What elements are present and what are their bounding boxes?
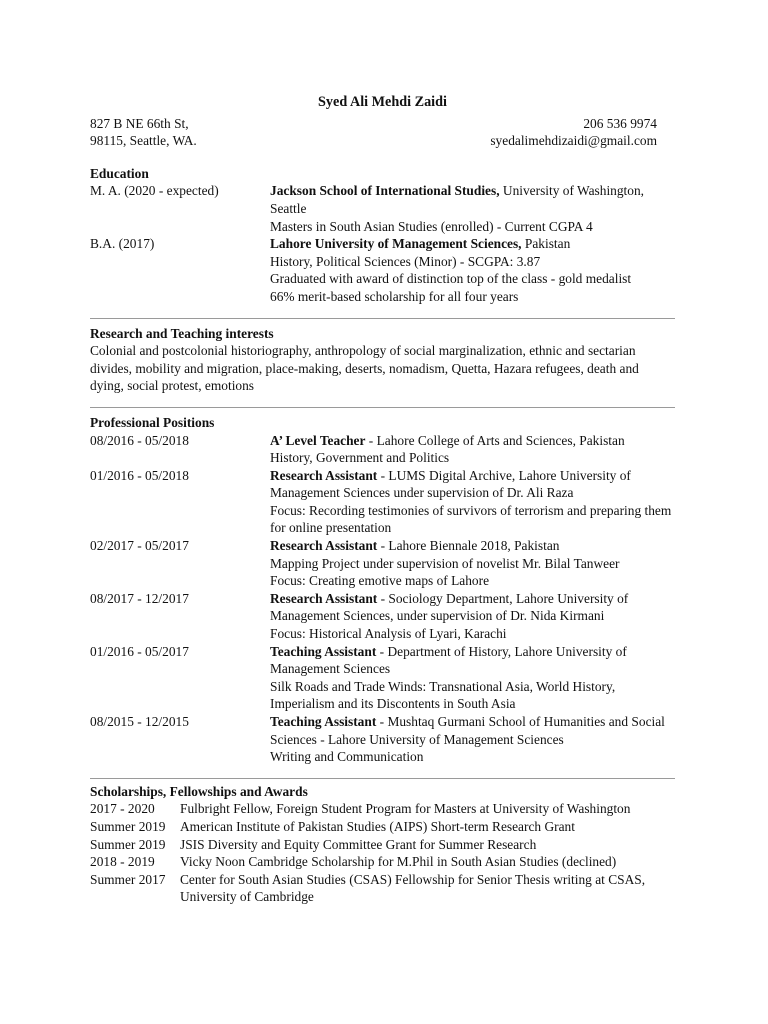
position-detail-line: Focus: Historical Analysis of Lyari, Karachi bbox=[270, 626, 507, 642]
education-date: B.A. (2017) bbox=[90, 236, 155, 252]
position-role: Research Assistant bbox=[270, 590, 378, 606]
education-detail-line: 66% merit-based scholarship for all four years bbox=[270, 288, 519, 304]
award-date: 2017 - 2020 bbox=[90, 801, 155, 817]
education-detail-line: Masters in South Asian Studies (enrolled) - Current CGPA 4 bbox=[270, 218, 593, 234]
education-location: Pakistan bbox=[521, 236, 571, 252]
section-divider bbox=[90, 407, 675, 408]
award-date: 2018 - 2019 bbox=[90, 854, 155, 870]
education-entry bbox=[90, 182, 675, 235]
position-description: - Department of History, Lahore University of Management Sciences bbox=[270, 643, 627, 677]
education-detail-line: Graduated with award of distinction top of the class - gold medalist bbox=[270, 271, 632, 287]
position-date: 08/2016 - 05/2018 bbox=[90, 432, 189, 448]
position-details bbox=[270, 713, 675, 766]
award-entry bbox=[90, 800, 675, 818]
position-entry bbox=[90, 643, 675, 713]
position-detail-line: Writing and Communication bbox=[270, 749, 424, 765]
education-institution: Lahore University of Management Sciences, bbox=[270, 236, 522, 252]
award-date: Summer 2019 bbox=[90, 818, 166, 834]
education-entry bbox=[90, 235, 675, 305]
education-detail-line: History, Political Sciences (Minor) - SCGPA: 3.87 bbox=[270, 253, 541, 269]
research-heading: Research and Teaching interests bbox=[90, 325, 274, 341]
education-details bbox=[270, 182, 675, 235]
candidate-name: Syed Ali Mehdi Zaidi bbox=[318, 94, 447, 110]
address bbox=[90, 115, 197, 150]
position-date: 02/2017 - 05/2017 bbox=[90, 538, 189, 554]
positions-heading: Professional Positions bbox=[90, 414, 215, 430]
education-institution: Jackson School of International Studies, bbox=[270, 183, 500, 199]
position-role: Research Assistant bbox=[270, 538, 378, 554]
award-text: Fulbright Fellow, Foreign Student Program for Masters at University of Washington bbox=[180, 801, 631, 817]
email-address[interactable]: syedalimehdizaidi@gmail.com bbox=[490, 133, 657, 149]
research-interests-text: Colonial and postcolonial historiography, anthropology of social marginalization, ethnic and sectarian divides, mobility and migration, place-making, deserts, nomadism, Quetta, Hazara refugees, death and dying, social protest, emotions bbox=[90, 343, 639, 394]
position-entry bbox=[90, 467, 675, 537]
position-role: Teaching Assistant bbox=[270, 643, 377, 659]
position-date: 01/2016 - 05/2018 bbox=[90, 467, 189, 483]
phone-number: 206 536 9974 bbox=[583, 115, 657, 131]
position-details bbox=[270, 467, 675, 537]
position-detail-line: History, Government and Politics bbox=[270, 450, 450, 466]
award-text: Center for South Asian Studies (CSAS) Fellowship for Senior Thesis writing at CSAS, University of Cambridge bbox=[180, 871, 646, 905]
education-location: University of Washington, bbox=[499, 183, 645, 199]
award-entry bbox=[90, 818, 675, 836]
position-date: 08/2015 - 12/2015 bbox=[90, 714, 189, 729]
award-entry bbox=[90, 853, 675, 871]
award-text: Vicky Noon Cambridge Scholarship for M.Phil in South Asian Studies (declined) bbox=[180, 854, 617, 870]
section-divider bbox=[90, 318, 675, 319]
position-description: - Lahore Biennale 2018, Pakistan bbox=[377, 538, 560, 554]
position-details bbox=[270, 432, 675, 467]
position-description: - Sociology Department, Lahore University of Management Sciences, under supervision of Dr. Nida Kirmani bbox=[270, 590, 629, 624]
awards-heading: Scholarships, Fellowships and Awards bbox=[90, 783, 308, 799]
position-detail-line: Focus: Recording testimonies of survivors of terrorism and preparing them for online presentation bbox=[270, 502, 672, 536]
education-details bbox=[270, 235, 675, 305]
position-details bbox=[270, 590, 675, 643]
position-detail-line: Mapping Project under supervision of novelist Mr. Bilal Tanweer bbox=[270, 555, 620, 571]
position-description: - LUMS Digital Archive, Lahore University of Management Sciences under supervision of Dr. Ali Raza bbox=[270, 467, 631, 501]
address-line-2: 98115, Seattle, WA. bbox=[90, 133, 197, 149]
position-description: - Lahore College of Arts and Sciences, Pakistan bbox=[365, 432, 625, 448]
address-line-1: 827 B NE 66th St, bbox=[90, 115, 189, 131]
award-entry bbox=[90, 836, 675, 854]
education-location-cont: Seattle bbox=[270, 200, 307, 216]
award-date: Summer 2019 bbox=[90, 836, 166, 852]
education-heading: Education bbox=[90, 165, 149, 181]
position-entry bbox=[90, 713, 675, 766]
position-role: Research Assistant bbox=[270, 467, 378, 483]
resume-page bbox=[90, 94, 675, 906]
position-date: 08/2017 - 12/2017 bbox=[90, 590, 189, 606]
education-date: M. A. (2020 - expected) bbox=[90, 183, 219, 199]
position-details bbox=[270, 537, 675, 590]
position-entry bbox=[90, 537, 675, 590]
position-role: A’ Level Teacher bbox=[270, 432, 366, 448]
contact-block bbox=[90, 115, 675, 150]
award-entry bbox=[90, 871, 675, 906]
position-date: 01/2016 - 05/2017 bbox=[90, 643, 189, 659]
award-text: JSIS Diversity and Equity Committee Grant for Summer Research bbox=[180, 836, 537, 852]
position-detail-line: Focus: Creating emotive maps of Lahore bbox=[270, 573, 490, 589]
section-divider bbox=[90, 778, 675, 779]
position-entry bbox=[90, 432, 675, 467]
position-entry bbox=[90, 590, 675, 643]
position-description: - Mushtaq Gurmani School of Humanities and Social Sciences - Lahore University of Management Sciences bbox=[270, 714, 665, 747]
position-role: Teaching Assistant bbox=[270, 714, 377, 729]
award-text: American Institute of Pakistan Studies (AIPS) Short-term Research Grant bbox=[180, 818, 575, 834]
position-detail-line: Silk Roads and Trade Winds: Transnational Asia, World History, Imperialism and its Discontents in South Asia bbox=[270, 678, 616, 712]
contact-details bbox=[490, 115, 675, 150]
position-details bbox=[270, 643, 675, 713]
award-date: Summer 2017 bbox=[90, 871, 166, 887]
